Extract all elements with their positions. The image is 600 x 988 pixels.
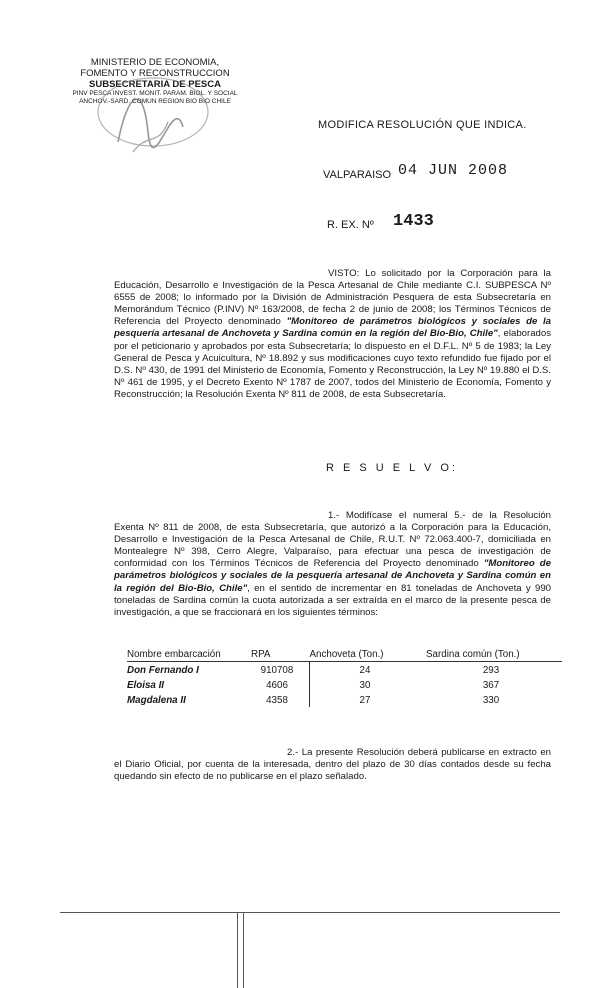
col-vessel: Nombre embarcación (127, 649, 251, 662)
table-row (127, 692, 562, 707)
date-stamp: 04 JUN 2008 (398, 162, 509, 179)
point-1-text-2: , en el sentido de incrementar en 81 toneladas de Anchoveta y 990 toneladas de Sardina común la cuota autorizada a ser extraída en el marco de la presente pesca de investigación, a que se fraccionará en los siguientes términos: (114, 582, 551, 618)
project-title: "Monitoreo de parámetros biológicos y sociales de la pesquería artesanal de Anchoveta y Sardina común en la región del Bio-Bio, Chile" (114, 316, 552, 340)
table-header-row (127, 649, 562, 662)
place-label: VALPARAISO (323, 169, 392, 181)
vessel-name: Don Fernando I (127, 664, 199, 676)
vessel-name: Eloisa II (127, 679, 165, 691)
project-title-2: "Monitoreo de parámetros biológicos y sociales de la pesquería artesanal de Anchoveta y Sardina común en la región del Bio-Bio, Chile" (114, 558, 551, 594)
ministry-name-2: FOMENTO Y RECONSTRUCCION (80, 68, 230, 79)
division-line: PINV PESCA INVEST. MONIT. PARAM. BIOL. Y SOCIAL (72, 90, 238, 97)
footer-rule (60, 912, 560, 913)
division-line-2: ANCHOV.-SARD. COMUN REGION BIO BIO CHILE (79, 98, 231, 105)
visto-paragraph (114, 268, 551, 401)
anchoveta-value: 27 (310, 692, 427, 707)
table-row (127, 662, 562, 678)
footer-divider (243, 912, 244, 988)
table-row (127, 677, 562, 692)
anchoveta-value: 30 (310, 677, 427, 692)
rpa-value: 4358 (266, 694, 288, 706)
col-anchoveta: Anchoveta (Ton.) (310, 649, 427, 662)
rpa-value: 910708 (260, 664, 294, 676)
visto-text: VISTO: Lo solicitado por la Corporación para la Educación, Desarrollo e Investigación de la Pesca Artesanal de Chile mediante C.I. SUBPESCA Nº 6555 de 2008; lo informado por la División de Administración Pesquera de esta Subsecretaría en Memorándum Técnico (P.INV) Nº 163/2008, de fecha 2 de junio de 2008; los Términos Técnicos de Referencia del Proyecto denominado (114, 268, 551, 328)
col-rpa: RPA (251, 649, 310, 662)
subsecretaria-name: SUBSECRETARIA DE PESCA (89, 79, 221, 90)
rpa-value: 4606 (266, 679, 288, 691)
document-subject: MODIFICA RESOLUCIÓN QUE INDICA. (318, 119, 527, 131)
resolution-label: R. EX. Nº (327, 219, 374, 231)
sardina-value: 330 (482, 694, 500, 706)
ministry-name: MINISTERIO DE ECONOMIA, (90, 57, 220, 68)
vessel-name: Magdalena II (127, 694, 186, 706)
anchoveta-value: 24 (310, 662, 427, 678)
footer-divider (237, 912, 238, 988)
resolution-number: 1433 (393, 212, 434, 231)
quota-table (127, 649, 562, 707)
sardina-value: 367 (482, 679, 500, 691)
seal-stamp (88, 72, 238, 162)
point-1-text: 1.- Modifícase el numeral 5.- de la Resolución Exenta Nº 811 de 2008, de esta Subsecretaría, que autorizó a la Corporación para la Educación, Desarrollo e Investigación de la Pesca Artesanal de Chile, R.U.T. Nº 72.063.400-7, domiciliada en Montealegre Nº 398, Cerro Alegre, Valparaíso, para efectuar una pesca de investigación de conformidad con los Términos Técnicos de Referencia del Proyecto denominado (114, 510, 551, 570)
point-2-paragraph: 2.- La presente Resolución deberá publicarse en extracto en el Diario Oficial, por cuenta de la interesada, dentro del plazo de 30 días contados desde su fecha quedando sin efecto de no publicarse en el plazo señalado. (114, 747, 551, 783)
sardina-value: 293 (482, 664, 500, 676)
resuelvo-heading: R E S U E L V O: (326, 462, 458, 474)
visto-text-2: , elaborados por el peticionario y aprobados por esta Subsecretaría; lo dispuesto en el D.F.L. Nº 5 de 1983; la Ley General de Pesca y Acuicultura, Nº 18.892 y sus modificaciones cuyo texto refundido fue fijado por el D.S. Nº 430, de 1991 del Ministerio de Economía, Fomento y Reconstrucción, la Ley Nº 19.880 el D.S. Nº 461 de 1995, y el Decreto Exento Nº 1787 de 2007, todos del Ministerio de Economía, Fomento y Reconstrucción; la Resolución Exenta Nº 811 de 2008, de esta Subsecretaría. (114, 328, 551, 400)
col-sardina: Sardina común (Ton.) (426, 649, 562, 662)
point-1-paragraph (114, 510, 551, 619)
